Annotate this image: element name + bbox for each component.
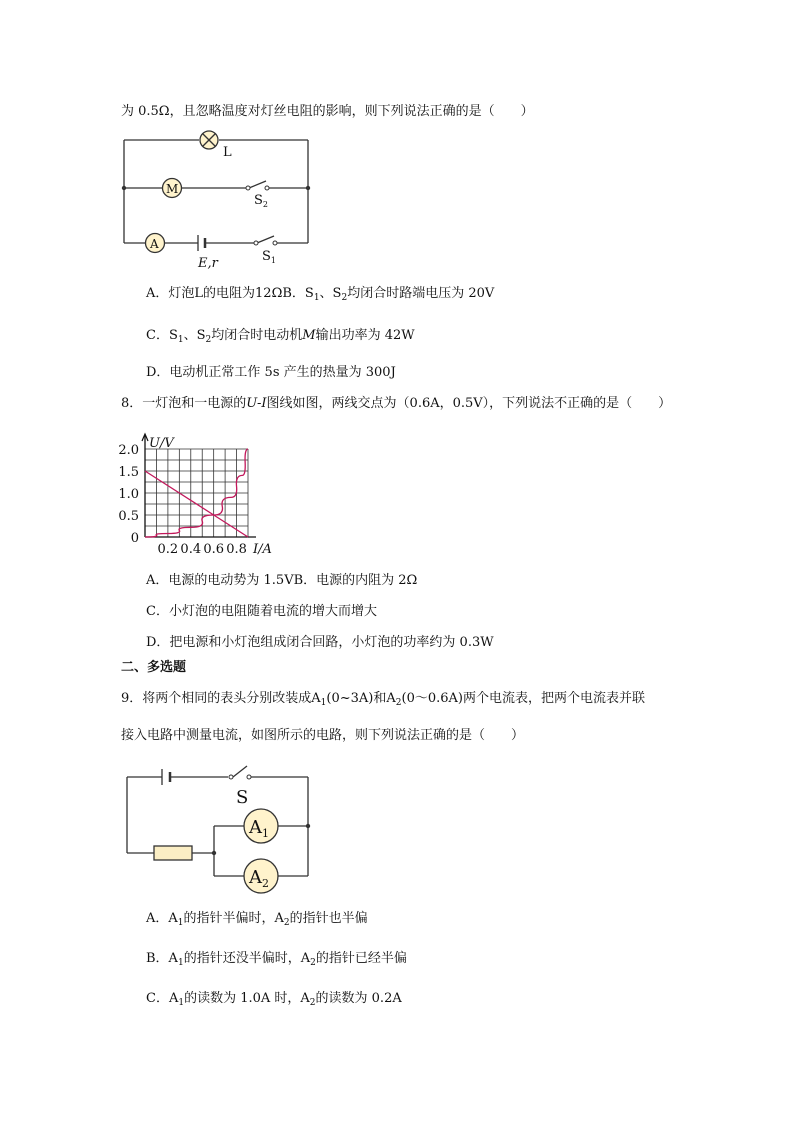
x-tick-label: 0.8 xyxy=(226,542,247,557)
source-label: E,r xyxy=(198,256,218,271)
q9-option-b: B．$A_1$的指针还没半偏时，$A_2$的指针已经半偏 xyxy=(146,951,407,968)
q9-option-c: C．$A_1$的读数为 1.0A 时，$A_2$的读数为 0.2A xyxy=(146,991,402,1008)
resistor-symbol xyxy=(154,846,192,860)
y-tick-label: 1.5 xyxy=(118,465,139,480)
switch-s2-label: $S_2$ xyxy=(254,193,268,209)
q8-option-a: A．电源的电动势为 1.5V xyxy=(146,573,294,588)
q7-intro: 为 0.5Ω，且忽略温度对灯丝电阻的影响，则下列说法正确的是（ ） xyxy=(121,104,534,119)
section-title: 二、多选题 xyxy=(121,660,187,675)
battery-symbol-q9 xyxy=(162,769,170,785)
x-tick-label: 0.4 xyxy=(180,542,202,557)
y-tick-label: 0.5 xyxy=(118,509,139,524)
q9-stem-line1: 9．将两个相同的表头分别改装成$A_1(0\sim 3A)$和$A_2(0\sim 0.6A)$两个电流表，把两个电流表并联 xyxy=(121,691,645,708)
switch-s1-label: $S_1$ xyxy=(262,249,276,265)
y-axis-label: U/V xyxy=(149,436,174,451)
switch-s-label: S xyxy=(236,787,249,808)
y-tick-label: 0 xyxy=(130,531,139,546)
q8-option-b: B．电源的内阻为 2Ω xyxy=(293,573,418,588)
q7-option-c: C．$S_1$、$S_2$均闭合时电动机M输出功率为 42W xyxy=(146,328,415,345)
q7-option-a: A．灯泡L的电阻为12Ω xyxy=(146,286,283,301)
q9-stem-line2: 接入电路中测量电流，如图所示的电路，则下列说法正确的是（ ） xyxy=(121,728,525,743)
q7-option-b: B．$S_1$、$S_2$均闭合时路端电压为 20V xyxy=(282,286,495,303)
ammeter-a2-label: $A_2$ xyxy=(249,867,269,890)
ammeter-label: A xyxy=(150,237,159,251)
q8-option-d: D．把电源和小灯泡组成闭合回路，小灯泡的功率约为 0.3W xyxy=(146,635,494,650)
q9-option-a: A．$A_1$的指针半偏时，$A_2$的指针也半偏 xyxy=(146,911,368,928)
y-tick-label: 2.0 xyxy=(118,443,139,458)
motor-label: M xyxy=(166,182,179,196)
q7-option-d: D．电动机正常工作 5s 产生的热量为 300J xyxy=(146,365,396,380)
ammeter-a1-label: $A_1$ xyxy=(249,817,269,840)
x-axis-label: I/A xyxy=(253,542,272,557)
q8-stem: 8．一灯泡和一电源的U-I图线如图，两线交点为（0.6A，0.5V），下列说法不正确的是（ ） xyxy=(121,396,672,411)
x-tick-label: 0.6 xyxy=(203,542,225,557)
x-tick-label: 0.2 xyxy=(157,542,179,557)
q8-option-c: C．小灯泡的电阻随着电流的增大而增大 xyxy=(146,604,377,619)
y-tick-label: 1.0 xyxy=(118,487,139,502)
lamp-label: L xyxy=(223,145,232,160)
